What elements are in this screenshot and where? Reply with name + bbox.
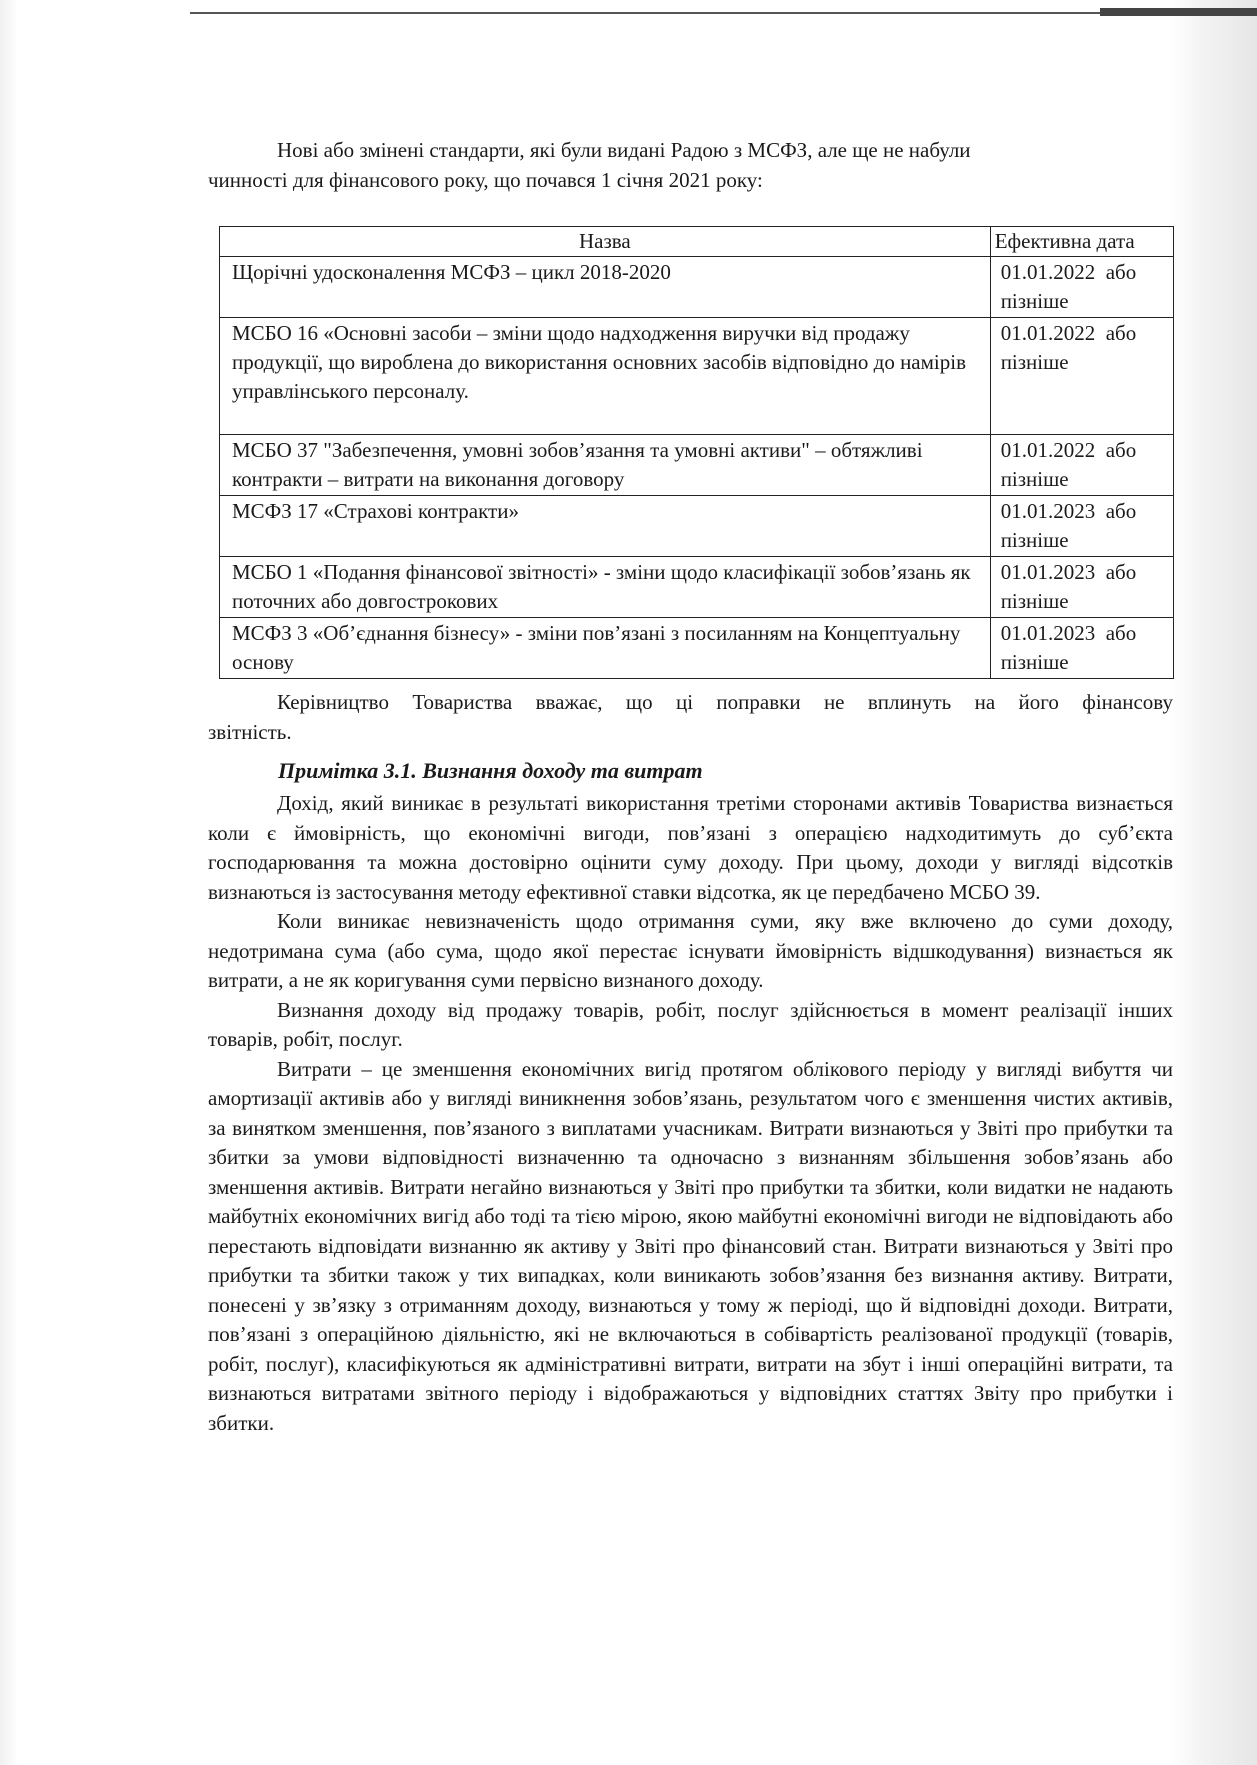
row-date-line-2: пізніше: [1000, 528, 1069, 552]
row-name: МСФЗ 17 «Страхові контракти»: [220, 496, 991, 557]
table-row: [220, 318, 1174, 435]
row-date-line-1: 01.01.2022 або: [1000, 438, 1137, 462]
row-date: [990, 435, 1173, 496]
scan-top-mark: [1100, 8, 1257, 16]
row-date: [990, 618, 1173, 679]
table-row: [220, 435, 1174, 496]
management-line-1: Керівництво Товариства вважає, що ці поправки не вплинуть на його фінансову: [277, 690, 1173, 714]
table-row: [220, 257, 1174, 318]
row-date: [990, 557, 1173, 618]
row-date-line-2: пізніше: [1000, 289, 1069, 313]
row-date-line-1: 01.01.2023 або: [1000, 560, 1137, 584]
intro-line-1: Нові або змінені стандарти, які були видані Радою з МСФЗ, але ще не набули: [277, 138, 971, 162]
paragraph-recognition: Визнання доходу від продажу товарів, робіт, послуг здійснюється в момент реалізації інших товарів, робіт, послуг.: [208, 997, 1173, 1051]
note-body: [208, 789, 1173, 1438]
intro-paragraph: [208, 136, 1128, 195]
table-row: [220, 557, 1174, 618]
paragraph-expenses: Витрати – це зменшення економічних вигід протягом облікового періоду у вигляді вибуття чи амортизації активів або у вигляді виникнення зобов’язань, результатом чого є зменшення чистих активів, за винятком зменшення, пов’язаного з виплатами учасникам. Витрати визнаються у Звіті про прибутки та збитки за умови відповідності визначенню та одночасно з визнанням збільшення зобов’язань або зменшення активів. Витрати негайно визнаються у Звіті про прибутки та збитки, коли видатки не надають майбутніх економічних вигід або тоді та тією мірою, якою майбутні економічні вигоди не відповідають або перестають відповідати визнанню як активу у Звіті про фінансовий стан. Витрати визнаються у Звіті про прибутки та збитки також у тих випадках, коли виникають зобов’язання без визнання активу. Витрати, понесені у зв’язку з отриманням доходу, визнаються у тому ж періоді, що й відповідні доходи. Витрати, пов’язані з операційною діяльністю, які не включаються в собівартість реалізованої продукції (товарів, робіт, послуг), класифікуються як адміністративні витрати, витрати на збут і інші операційні витрати, та визнаються витратами звітного періоду і відображаються у відповідних статтях Звіту про прибутки і збитки.: [208, 1056, 1173, 1435]
scan-top-line: [190, 12, 1257, 14]
header-name: Назва: [220, 227, 991, 257]
row-date: [990, 318, 1173, 435]
row-name: МСФЗ 3 «Об’єднання бізнесу» - зміни пов’язані з посиланням на Концептуальну основу: [220, 618, 991, 679]
scan-left-edge: [0, 0, 18, 1765]
intro-line-2: чинності для фінансового року, що почався 1 січня 2021 року:: [208, 167, 763, 192]
row-date-line-1: 01.01.2022 або: [1000, 260, 1137, 284]
scan-right-edge: [1168, 0, 1257, 1765]
row-date-line-2: пізніше: [1000, 350, 1069, 374]
row-name: МСБО 1 «Подання фінансової звітності» - зміни щодо класифікації зобов’язань як поточних або довгострокових: [220, 557, 991, 618]
table-header-row: [220, 227, 1174, 257]
row-date-line-1: 01.01.2022 або: [1000, 321, 1137, 345]
table-row: [220, 618, 1174, 679]
paragraph-uncertainty: Коли виникає невизначеність щодо отримання суми, яку вже включено до суми доходу, недотримана сума (або сума, щодо якої перестає існувати ймовірність відшкодування) визнається як витрати, а не як коригування суми первісно визнаного доходу.: [208, 909, 1173, 992]
row-name: Щорічні удосконалення МСФЗ – цикл 2018-2020: [220, 257, 991, 318]
row-name: МСБО 16 «Основні засоби – зміни щодо надходження виручки від продажу продукції, що вироблена до використання основних засобів відповідно до намірів управлінського персоналу.: [220, 318, 991, 435]
row-date-line-2: пізніше: [1000, 589, 1069, 613]
row-date-line-1: 01.01.2023 або: [1000, 499, 1137, 523]
row-date: [990, 496, 1173, 557]
header-date: Ефективна дата: [990, 227, 1173, 257]
standards-table: [219, 226, 1174, 679]
row-date-line-1: 01.01.2023 або: [1000, 621, 1137, 645]
row-date-line-2: пізніше: [1000, 467, 1069, 491]
row-name: МСБО 37 "Забезпечення, умовні зобов’язання та умовні активи" – обтяжливі контракти – витрати на виконання договору: [220, 435, 991, 496]
paragraph-income: Дохід, який виникає в результаті використання третіми сторонами активів Товариства визнається коли є ймовірність, що економічні вигоди, пов’язані з операцією надходитимуть до суб’єкта господарювання та можна достовірно оцінити суму доходу. При цьому, доходи у вигляді відсотків визнаються із застосування методу ефективної ставки відсотка, як це передбачено МСБО 39.: [208, 791, 1173, 904]
management-line-2: звітність.: [208, 719, 292, 744]
table-row: [220, 496, 1174, 557]
row-date: [990, 257, 1173, 318]
row-date-line-2: пізніше: [1000, 650, 1069, 674]
note-heading: Примітка 3.1. Визнання доходу та витрат: [278, 758, 703, 783]
management-paragraph: [208, 688, 1173, 747]
